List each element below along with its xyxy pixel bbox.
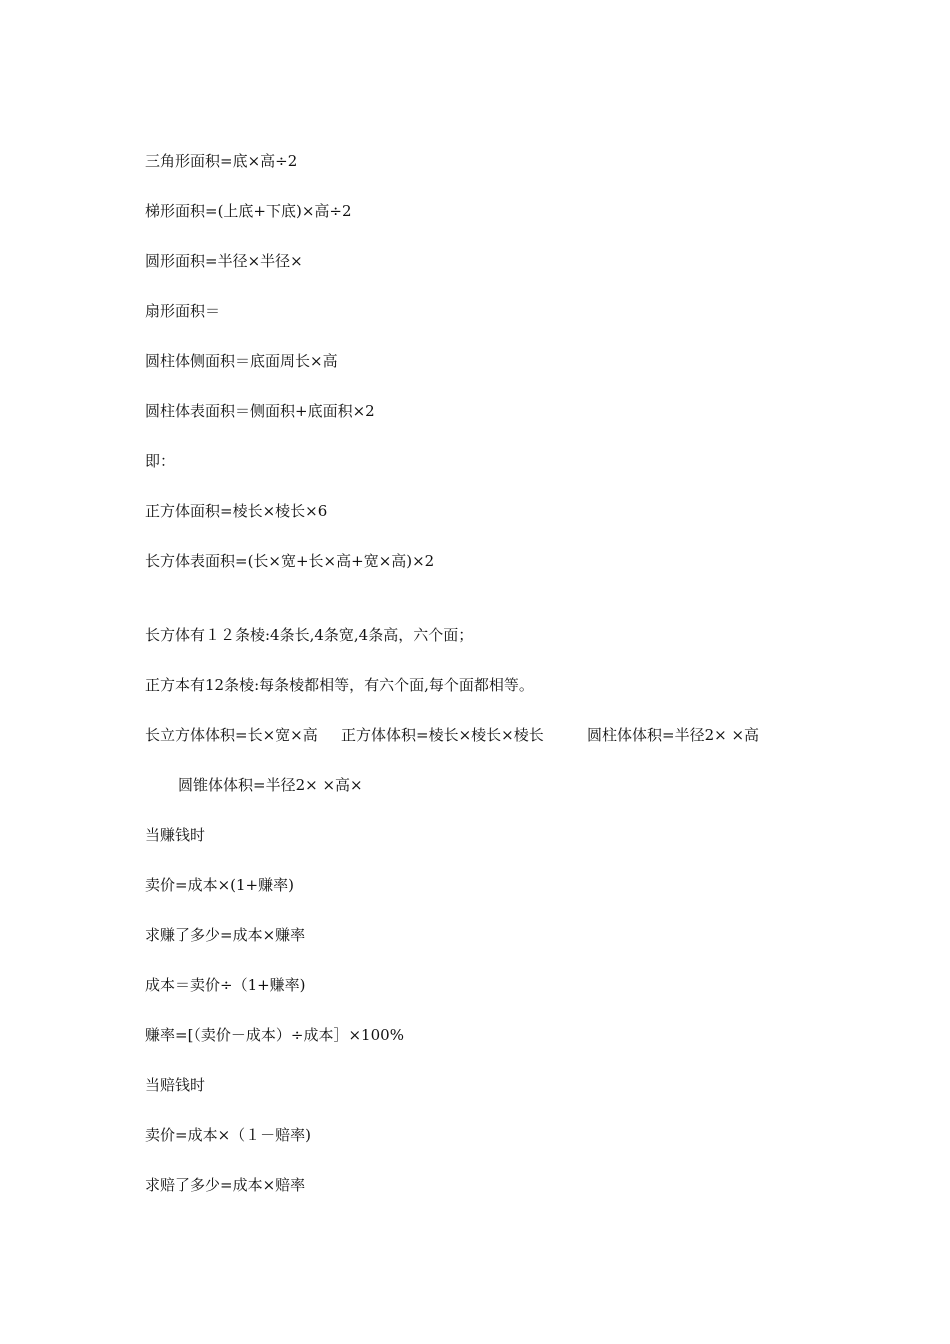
loss-amount-formula: 求赔了多少=成本×赔率 xyxy=(145,1176,306,1194)
cylinder-surface-area-formula: 圆柱体表面积＝侧面积+底面积×2 xyxy=(145,402,375,420)
cuboid-volume-formula: 长立方体体积=长×宽×高 xyxy=(145,726,318,744)
loss-selling-price-formula: 卖价=成本×（１－赔率) xyxy=(145,1126,311,1144)
profit-cost-formula: 成本＝卖价÷（1+赚率) xyxy=(145,976,306,994)
cylinder-volume-formula: 圆柱体体积=半径2× ×高 xyxy=(587,726,760,744)
namely-label: 即： xyxy=(145,452,176,470)
trapezoid-area-formula: 梯形面积=(上底+下底)×高÷2 xyxy=(145,202,352,220)
profit-rate-formula: 赚率=[（卖价－成本）÷成本］×100% xyxy=(145,1026,404,1044)
cylinder-lateral-area-formula: 圆柱体侧面积＝底面周长×高 xyxy=(145,352,338,370)
circle-area-formula: 圆形面积=半径×半径× xyxy=(145,252,303,270)
profit-selling-price-formula: 卖价=成本×(1+赚率) xyxy=(145,876,294,894)
cube-area-formula: 正方体面积=棱长×棱长×6 xyxy=(145,502,328,520)
cube-volume-formula: 正方体体积=棱长×棱长×棱长 xyxy=(341,726,544,744)
cuboid-surface-area-formula: 长方体表面积=(长×宽+长×高+宽×高)×2 xyxy=(145,552,435,570)
profit-heading: 当赚钱时 xyxy=(145,826,206,844)
volume-formulas-row xyxy=(145,725,845,745)
profit-amount-formula: 求赚了多少=成本×赚率 xyxy=(145,926,306,944)
sector-area-formula: 扇形面积＝ xyxy=(145,302,221,320)
cone-volume-formula: 圆锥体体积=半径2× ×高× xyxy=(178,776,363,794)
loss-heading: 当赔钱时 xyxy=(145,1076,206,1094)
cuboid-edges-note: 长方体有１２条棱:4条长,4条宽,4条高，六个面； xyxy=(145,626,474,644)
cube-edges-note: 正方本有12条棱:每条棱都相等，有六个面,每个面都相等。 xyxy=(145,676,534,694)
triangle-area-formula: 三角形面积=底×高÷2 xyxy=(145,152,298,170)
